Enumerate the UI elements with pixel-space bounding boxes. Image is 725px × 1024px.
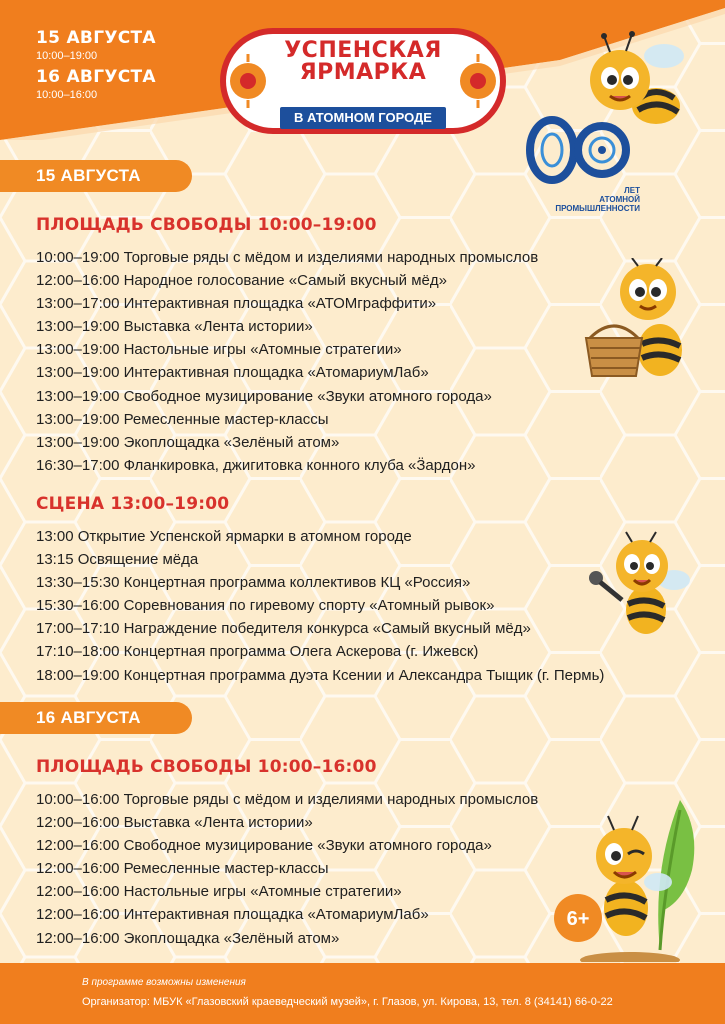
day1-pill: 15 АВГУСТА [0, 160, 192, 192]
logo-line-1: УСПЕНСКАЯ [284, 38, 442, 63]
list-item: 10:00–16:00 Торговые ряды с мёдом и изделиями народных промыслов [36, 791, 539, 808]
header-time-1: 10:00–19:00 [36, 50, 98, 62]
basket-bee-icon [582, 258, 692, 382]
list-item: 13:00–19:00 Интерактивная площадка «АтомариумЛаб» [36, 364, 429, 382]
list-item: 12:00–16:00 Народное голосование «Самый вкусный мёд» [36, 272, 447, 290]
list-item: 13:00–17:00 Интерактивная площадка «АТОМграффити» [36, 295, 437, 313]
header-time-2: 10:00–16:00 [36, 89, 98, 101]
atom-80-icon [520, 112, 650, 192]
list-item: 13:00 Открытие Успенской ярмарки в атомном городе [36, 528, 412, 545]
age-rating-text: 6+ [566, 908, 590, 930]
age-rating-badge [553, 893, 603, 943]
fair-logo [218, 26, 508, 136]
list-item: 13:00–19:00 Свободное музицирование «Звуки атомного города» [36, 387, 492, 405]
anniversary-line-1: ЛЕТ [624, 186, 640, 195]
list-item: 12:00–16:00 Интерактивная площадка «АтомариумЛаб» [36, 906, 429, 924]
list-item: 12:00–16:00 Настольные игры «Атомные стратегии» [36, 883, 402, 901]
footer-note: В программе возможны изменения [82, 977, 246, 988]
list-item: 13:00–19:00 Ремесленные мастер-классы [36, 410, 329, 428]
day1-square-title: ПЛОЩАДЬ СВОБОДЫ 10:00–19:00 [36, 215, 377, 235]
anniversary-caption [522, 186, 640, 213]
logo-line-2: ЯРМАРКА [299, 60, 427, 85]
header-date-2: 16 АВГУСТА [36, 67, 156, 87]
day2-square-title: ПЛОЩАДЬ СВОБОДЫ 10:00–16:00 [36, 757, 377, 777]
day1-stage-list [36, 525, 604, 687]
day1-square-list [36, 246, 538, 477]
day2-pill: 16 АВГУСТА [0, 702, 192, 734]
list-item: 12:00–16:00 Свободное музицирование «Звуки атомного города» [36, 837, 492, 855]
list-item: 17:10–18:00 Концертная программа Олега Аскерова (г. Ижевск) [36, 643, 479, 661]
logo-subtitle: В АТОМНОМ ГОРОДЕ [280, 107, 446, 129]
list-item: 12:00–16:00 Экоплощадка «Зелёный атом» [36, 929, 340, 947]
day2-square-list [36, 788, 538, 950]
list-item: 13:30–15:30 Концертная программа коллективов КЦ «Россия» [36, 574, 471, 592]
footer-organizer: Организатор: МБУК «Глазовский краеведческий музей», г. Глазов, ул. Кирова, 13, тел. 8 (34141) 66-0-22 [82, 996, 613, 1008]
anniversary-line-2: АТОМНОЙ [599, 195, 640, 204]
header-dates [36, 28, 156, 106]
list-item: 12:00–16:00 Выставка «Лента истории» [36, 814, 313, 832]
list-item: 12:00–16:00 Ремесленные мастер-классы [36, 860, 329, 878]
list-item: 16:30–17:00 Фланкировка, джигитовка конного клуба «Ӟардон» [36, 456, 476, 474]
header-date-1: 15 АВГУСТА [36, 28, 156, 48]
list-item: 13:15 Освящение мёда [36, 551, 199, 569]
day1-stage-title: СЦЕНА 13:00–19:00 [36, 494, 230, 514]
list-item: 13:00–19:00 Экоплощадка «Зелёный атом» [36, 433, 340, 451]
list-item: 13:00–19:00 Выставка «Лента истории» [36, 318, 313, 336]
list-item: 10:00–19:00 Торговые ряды с мёдом и изделиями народных промыслов [36, 249, 539, 266]
anniversary-line-3: ПРОМЫШЛЕННОСТИ [555, 204, 640, 213]
list-item: 18:00–19:00 Концертная программа дуэта Ксении и Александра Тыщик (г. Пермь) [36, 666, 605, 684]
list-item: 15:30–16:00 Соревнования по гиревому спорту «Атомный рывок» [36, 597, 495, 615]
list-item: 13:00–19:00 Настольные игры «Атомные стратегии» [36, 341, 402, 359]
list-item: 17:00–17:10 Награждение победителя конкурса «Самый вкусный мёд» [36, 620, 531, 638]
footer [0, 963, 725, 1024]
